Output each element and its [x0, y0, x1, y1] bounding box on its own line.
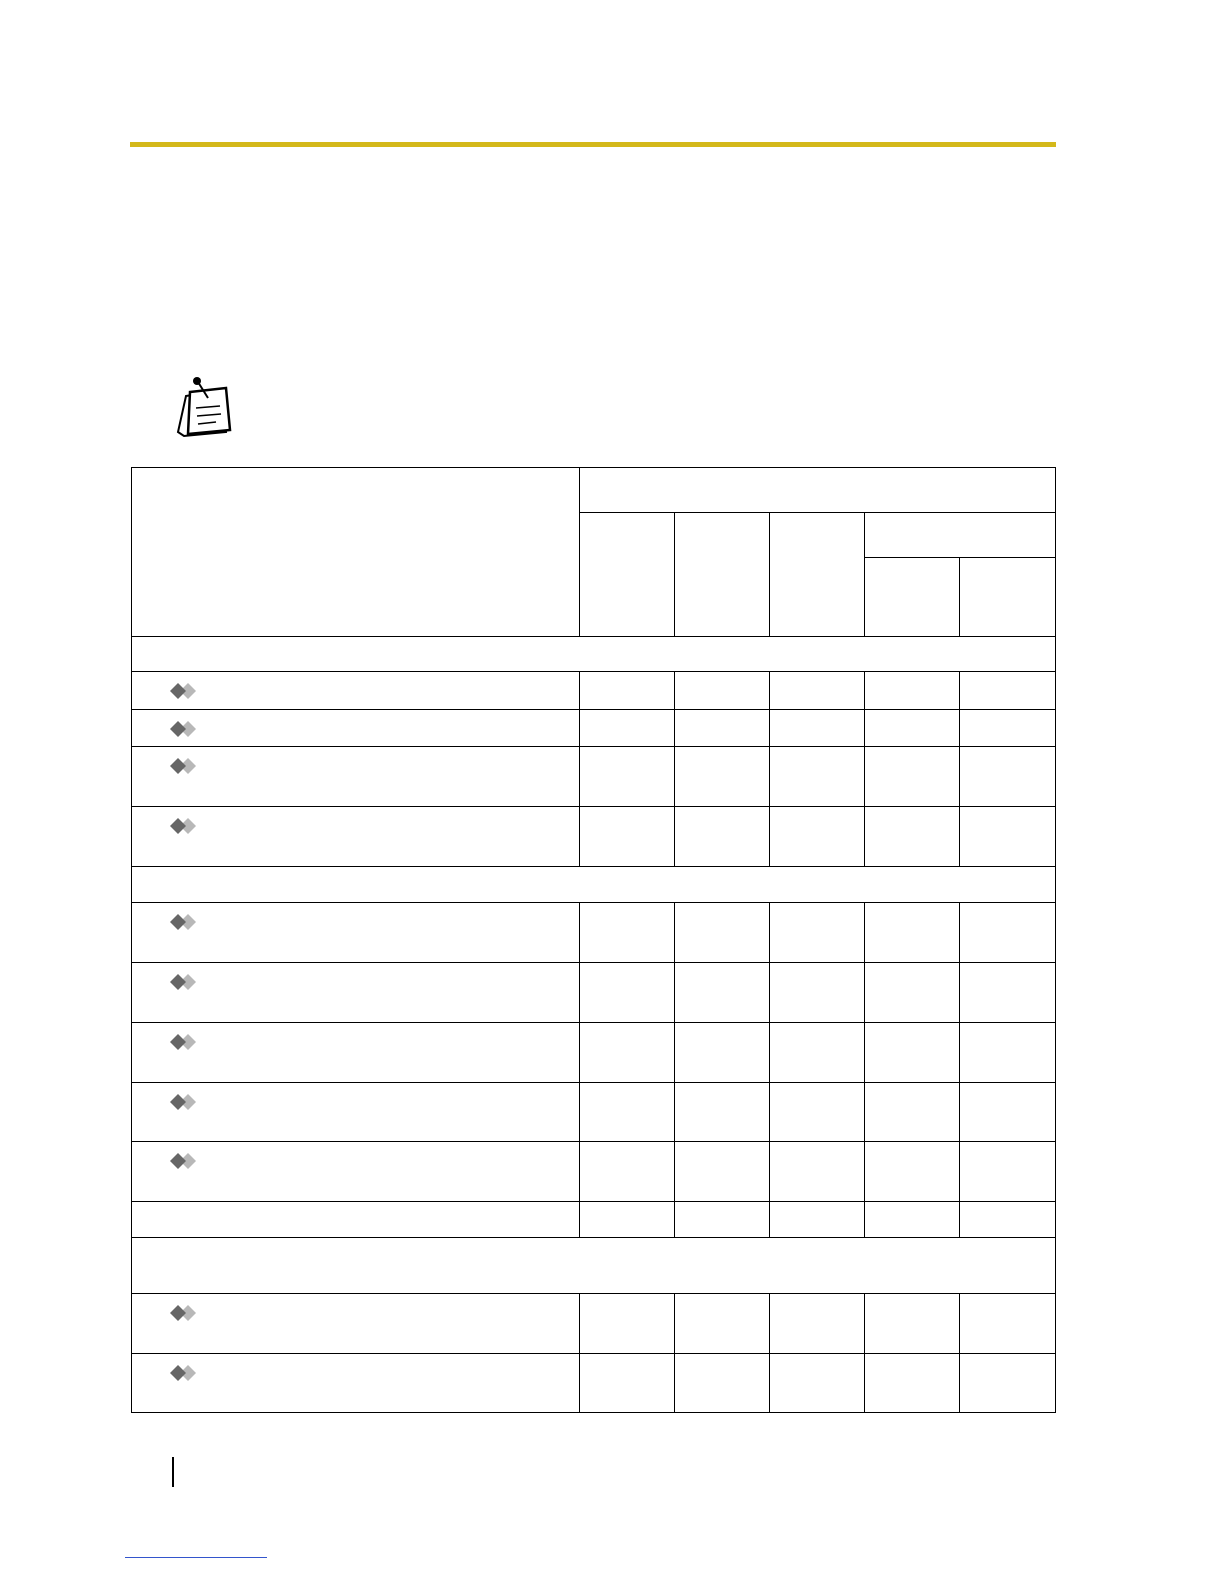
header-col-cell [960, 558, 1056, 637]
header-feature-cell [132, 468, 580, 637]
double-diamond-icon [170, 914, 202, 930]
table-header-row [132, 468, 1056, 513]
value-cell [580, 672, 675, 710]
value-cell [865, 903, 960, 963]
feature-cell [132, 1023, 580, 1083]
feature-cell [132, 807, 580, 867]
feature-cell [132, 1083, 580, 1142]
header-group-cell [580, 468, 1056, 513]
feature-cell [132, 1142, 580, 1202]
double-diamond-icon [170, 1094, 202, 1110]
value-cell [960, 963, 1056, 1023]
value-cell [580, 807, 675, 867]
section-row [132, 637, 1056, 672]
double-diamond-icon [170, 818, 202, 834]
page-number-bar [172, 1457, 174, 1487]
section-cell [132, 637, 1056, 672]
table-row [132, 1083, 1056, 1142]
value-cell [865, 672, 960, 710]
feature-table [131, 467, 1056, 1413]
value-cell [865, 1083, 960, 1142]
header-col-cell [675, 513, 770, 637]
feature-cell [132, 1354, 580, 1413]
table-row [132, 1294, 1056, 1354]
value-cell [675, 1294, 770, 1354]
value-cell [580, 1023, 675, 1083]
feature-cell [132, 710, 580, 747]
value-cell [960, 747, 1056, 807]
value-cell [960, 710, 1056, 747]
double-diamond-icon [170, 683, 202, 699]
value-cell [580, 963, 675, 1023]
feature-cell [132, 903, 580, 963]
value-cell [770, 710, 865, 747]
section-row [132, 867, 1056, 903]
header-col-cell [865, 558, 960, 637]
value-cell [960, 807, 1056, 867]
double-diamond-icon [170, 1365, 202, 1381]
value-cell [960, 1083, 1056, 1142]
feature-cell [132, 1202, 580, 1238]
table-row [132, 1142, 1056, 1202]
value-cell [865, 1023, 960, 1083]
value-cell [770, 1294, 865, 1354]
value-cell [675, 710, 770, 747]
value-cell [960, 672, 1056, 710]
value-cell [865, 963, 960, 1023]
section-cell [132, 867, 1056, 903]
table-row [132, 903, 1056, 963]
value-cell [960, 1142, 1056, 1202]
value-cell [960, 1202, 1056, 1238]
table-row [132, 747, 1056, 807]
value-cell [960, 1023, 1056, 1083]
feature-cell [132, 1294, 580, 1354]
feature-cell [132, 747, 580, 807]
value-cell [675, 1354, 770, 1413]
value-cell [770, 1202, 865, 1238]
table-row [132, 1023, 1056, 1083]
header-col-cell [580, 513, 675, 637]
value-cell [675, 1142, 770, 1202]
note-icon [172, 374, 234, 440]
section-cell [132, 1238, 1056, 1294]
double-diamond-icon [170, 1305, 202, 1321]
value-cell [580, 1142, 675, 1202]
table-row [132, 710, 1056, 747]
value-cell [865, 807, 960, 867]
value-cell [770, 1142, 865, 1202]
value-cell [865, 1202, 960, 1238]
value-cell [580, 1083, 675, 1142]
value-cell [675, 903, 770, 963]
value-cell [580, 1202, 675, 1238]
section-row [132, 1238, 1056, 1294]
value-cell [675, 672, 770, 710]
table-row [132, 807, 1056, 867]
table-row [132, 1202, 1056, 1238]
value-cell [770, 963, 865, 1023]
double-diamond-icon [170, 974, 202, 990]
value-cell [580, 1294, 675, 1354]
feature-cell [132, 672, 580, 710]
value-cell [770, 1023, 865, 1083]
value-cell [675, 1083, 770, 1142]
header-subgroup-cell [865, 513, 1056, 558]
double-diamond-icon [170, 1153, 202, 1169]
value-cell [580, 903, 675, 963]
value-cell [960, 1294, 1056, 1354]
value-cell [960, 903, 1056, 963]
double-diamond-icon [170, 721, 202, 737]
feature-cell [132, 963, 580, 1023]
value-cell [580, 710, 675, 747]
value-cell [770, 1354, 865, 1413]
header-col-cell [770, 513, 865, 637]
footer-link-underline[interactable] [125, 1557, 267, 1558]
value-cell [770, 807, 865, 867]
value-cell [770, 747, 865, 807]
value-cell [675, 963, 770, 1023]
value-cell [865, 1354, 960, 1413]
value-cell [865, 747, 960, 807]
value-cell [770, 1083, 865, 1142]
value-cell [675, 807, 770, 867]
double-diamond-icon [170, 1034, 202, 1050]
table-row [132, 1354, 1056, 1413]
value-cell [865, 710, 960, 747]
value-cell [865, 1294, 960, 1354]
value-cell [865, 1142, 960, 1202]
value-cell [675, 1023, 770, 1083]
header-rule [130, 142, 1056, 147]
double-diamond-icon [170, 758, 202, 774]
value-cell [675, 1202, 770, 1238]
value-cell [675, 747, 770, 807]
value-cell [960, 1354, 1056, 1413]
value-cell [770, 672, 865, 710]
table-row [132, 672, 1056, 710]
value-cell [580, 1354, 675, 1413]
table-row [132, 963, 1056, 1023]
value-cell [770, 903, 865, 963]
value-cell [580, 747, 675, 807]
